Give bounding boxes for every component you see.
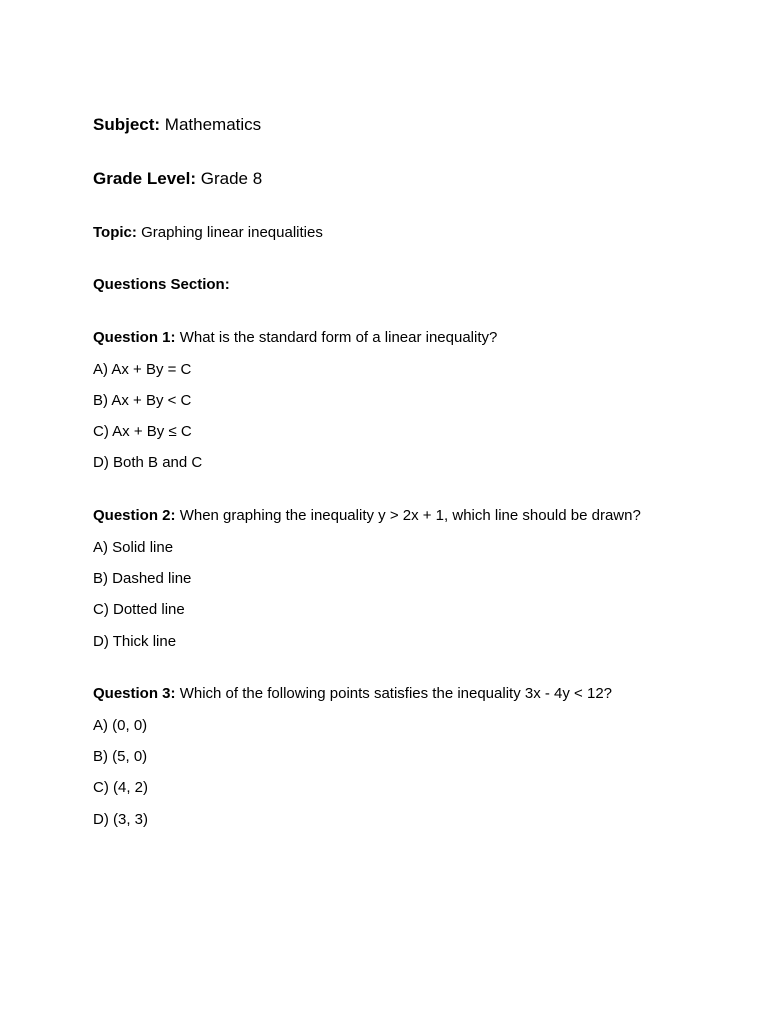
topic-line — [93, 224, 323, 241]
question-1-label: Question 1: — [93, 329, 176, 346]
topic-value: Graphing linear inequalities — [141, 224, 323, 241]
grade-level-line — [93, 169, 262, 189]
question-3-option-d: D) (3, 3) — [93, 811, 149, 828]
grade-level-value: Grade 8 — [200, 169, 263, 188]
question-3-text: Which of the following points satisfies the inequality 3x - 4y < 12? — [179, 685, 613, 702]
question-1-option-d: D) Both B and C — [93, 454, 203, 471]
question-2-option-b: B) Dashed line — [93, 570, 192, 587]
question-3 — [93, 685, 612, 702]
question-2-option-c: C) Dotted line — [93, 601, 185, 618]
question-2 — [93, 507, 641, 524]
question-1 — [93, 329, 497, 346]
question-2-option-d: D) Thick line — [93, 633, 177, 650]
topic-label: Topic: — [93, 224, 137, 241]
question-3-label: Question 3: — [93, 685, 176, 702]
question-1-option-c: C) Ax + By ≤ C — [93, 423, 192, 440]
question-2-option-a: A) Solid line — [93, 539, 174, 556]
question-2-label: Question 2: — [93, 507, 176, 524]
question-1-option-a: A) Ax + By = C — [93, 361, 192, 378]
subject-value: Mathematics — [164, 115, 262, 134]
subject-line — [93, 115, 261, 135]
question-2-text: When graphing the inequality y > 2x + 1, which line should be drawn? — [179, 507, 641, 524]
questions-section-title: Questions Section: — [93, 276, 230, 293]
question-3-option-a: A) (0, 0) — [93, 717, 148, 734]
question-3-option-b: B) (5, 0) — [93, 748, 148, 765]
question-1-text: What is the standard form of a linear inequality? — [179, 329, 498, 346]
question-3-option-c: C) (4, 2) — [93, 779, 149, 796]
question-1-option-b: B) Ax + By < C — [93, 392, 192, 409]
subject-label: Subject: — [93, 115, 161, 134]
grade-level-label: Grade Level: — [93, 169, 196, 188]
